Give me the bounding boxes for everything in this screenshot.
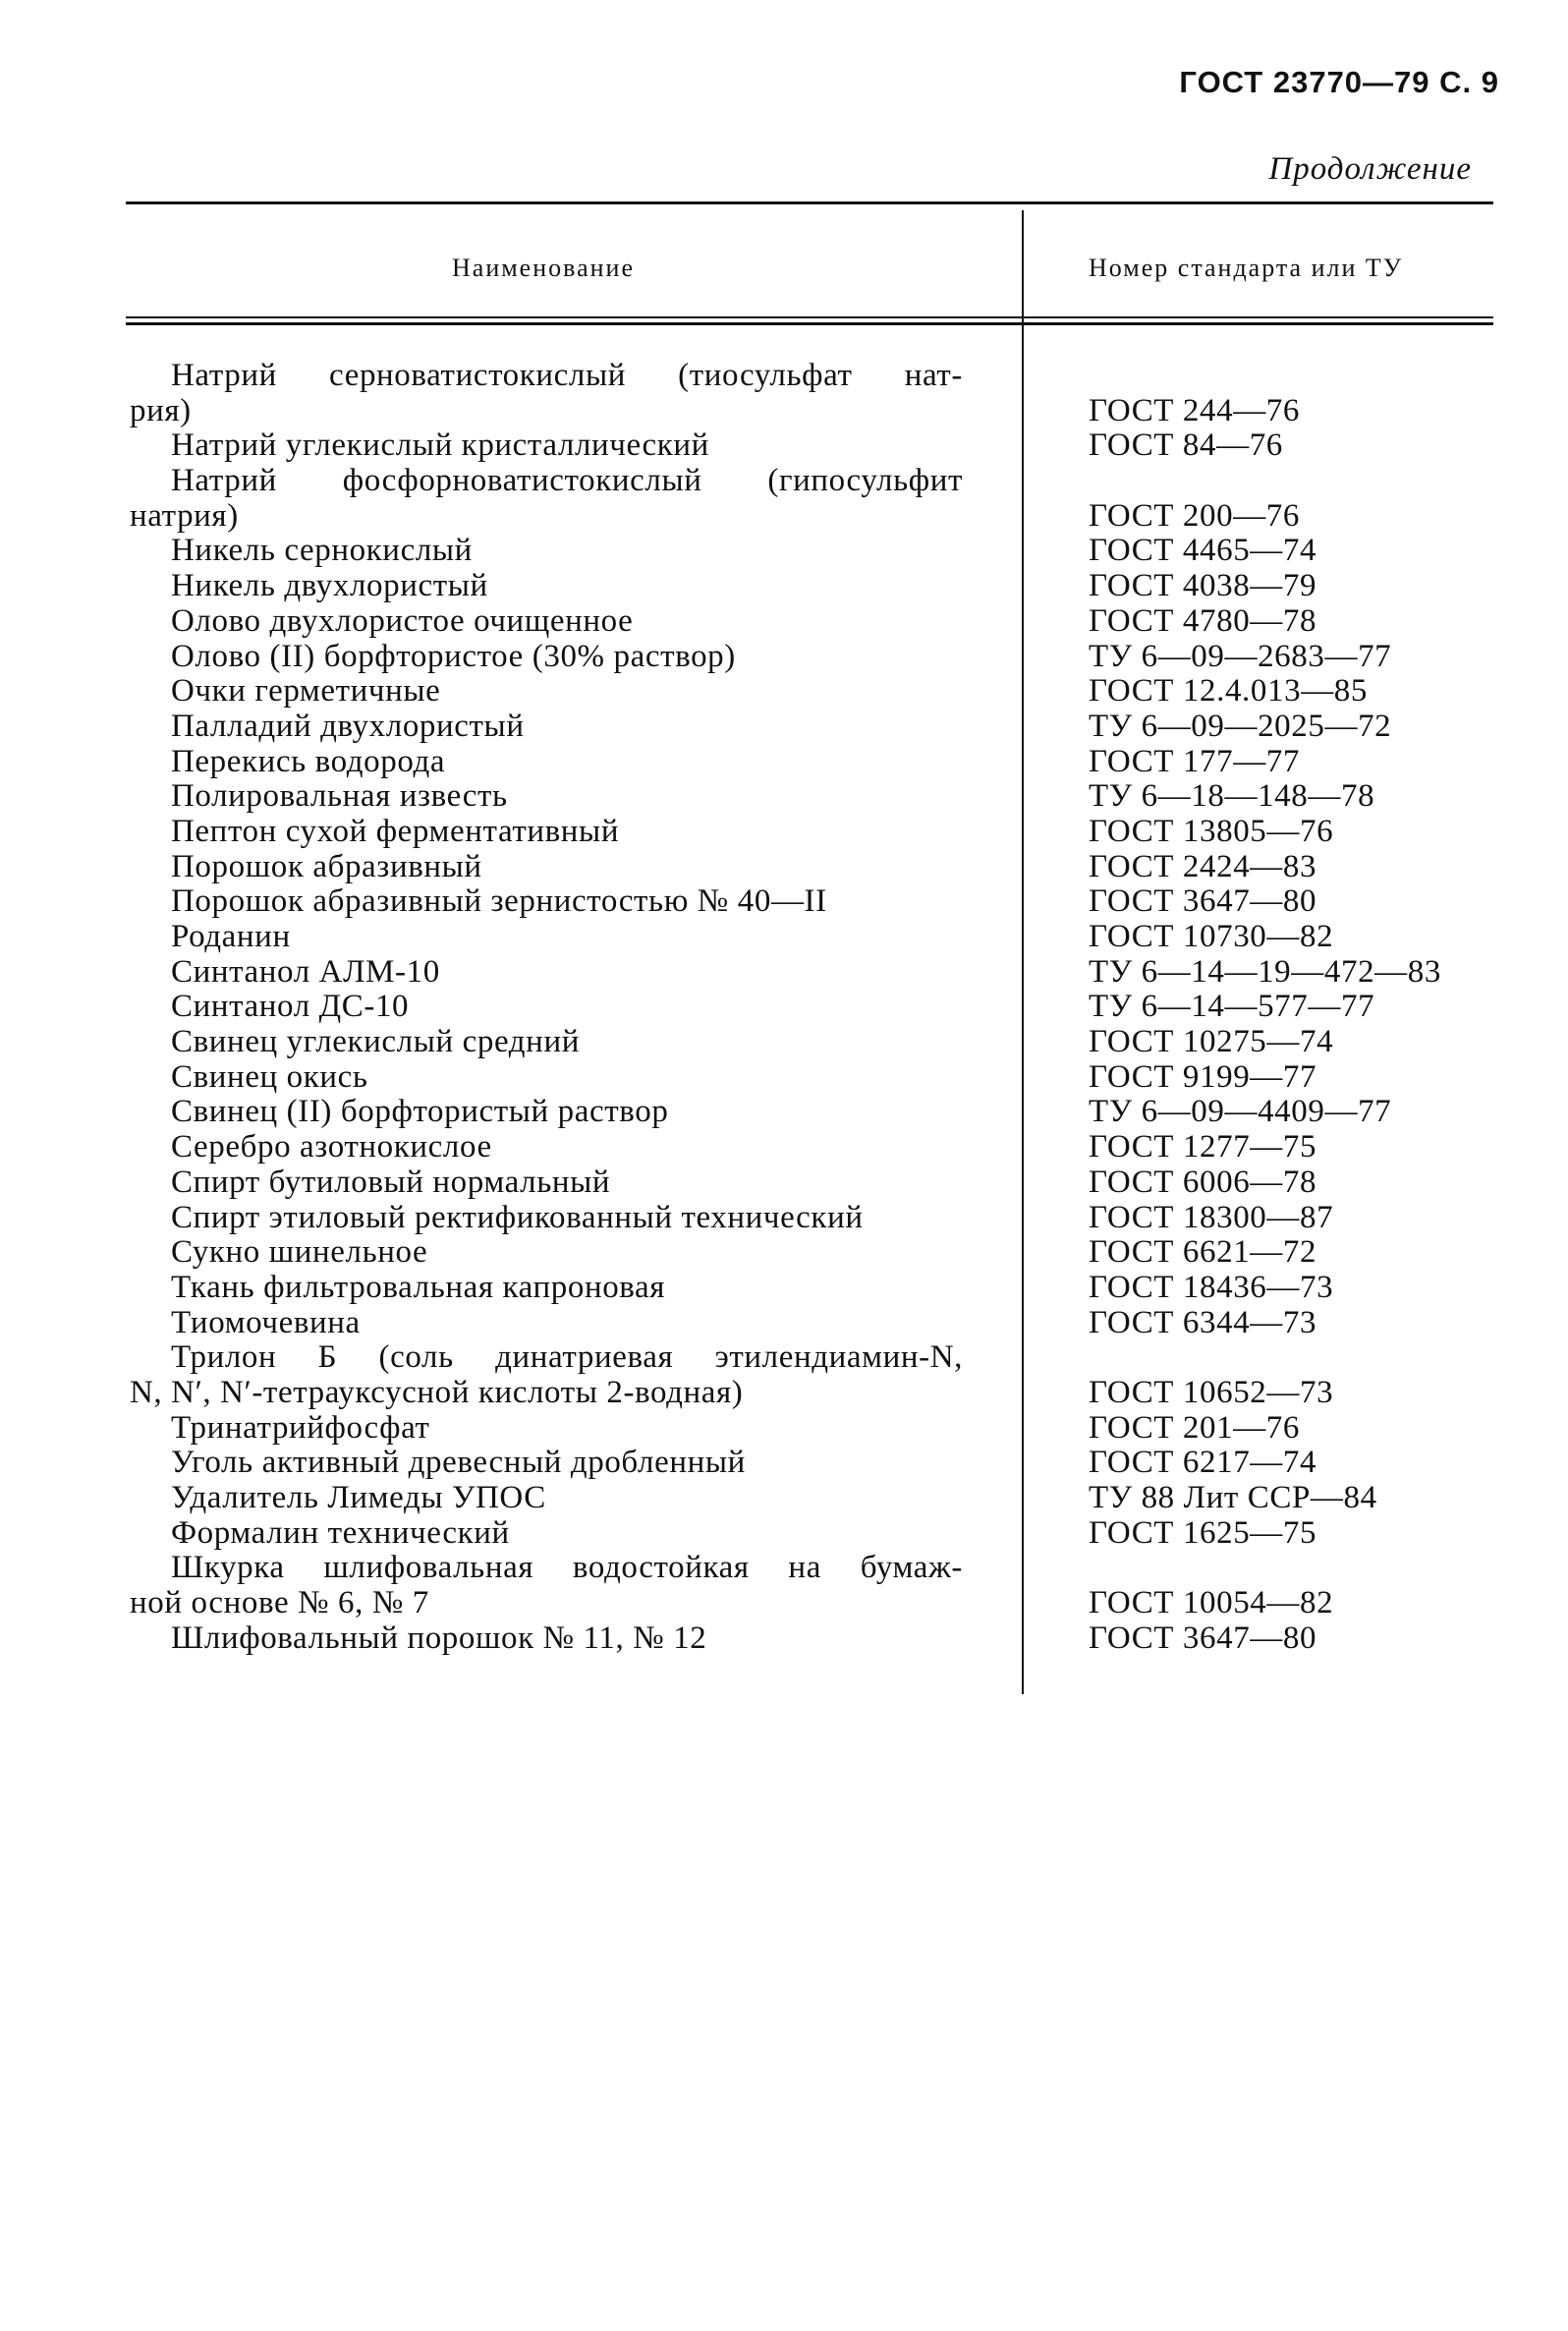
standard-number: ГОСТ 18300—87 [1089, 1199, 1334, 1235]
material-name-line: Никель сернокислый [171, 533, 473, 569]
material-name [130, 1411, 963, 1447]
material-name [130, 1446, 963, 1481]
table-row [0, 1621, 1568, 1657]
material-name [130, 1130, 963, 1166]
table-row [0, 815, 1568, 850]
table-row [0, 604, 1568, 640]
table-row [0, 1551, 1568, 1620]
standard-number: ГОСТ 13805—76 [1089, 813, 1334, 849]
standard-number: ГОСТ 4038—79 [1089, 568, 1317, 604]
table-row [0, 710, 1568, 745]
material-name [130, 1481, 963, 1516]
material-name-line: Полировальная известь [171, 778, 508, 815]
standard-number: ГОСТ 4780—78 [1089, 602, 1317, 639]
table-row [0, 1340, 1568, 1410]
material-name-line: Олово двухлористое очищенное [171, 602, 634, 639]
standard-number: ГОСТ 6344—73 [1089, 1304, 1317, 1340]
material-name-line: Формалин технический [171, 1514, 510, 1551]
table-row [0, 1060, 1568, 1096]
table-row [0, 1235, 1568, 1271]
material-name-line: Никель двухлористый [171, 568, 488, 604]
standard-number: ГОСТ 1625—75 [1089, 1514, 1317, 1551]
table-row [0, 920, 1568, 955]
material-name [130, 604, 963, 640]
standard-number: ГОСТ 244—76 [1089, 392, 1301, 428]
material-name-line: Шкурка шлифовальная водостойкая на бумаж- [171, 1550, 963, 1586]
table-row [0, 359, 1568, 428]
standard-number: ГОСТ 10275—74 [1089, 1024, 1334, 1060]
material-name [130, 1271, 963, 1306]
material-name [130, 990, 963, 1025]
table-row [0, 1166, 1568, 1201]
material-name [130, 1201, 963, 1236]
standard-number: ТУ 6—09—2025—72 [1089, 708, 1392, 744]
material-name [130, 1340, 963, 1410]
material-name [130, 464, 963, 534]
material-name-line: Свинец углекислый средний [171, 1024, 580, 1060]
material-name [130, 1060, 963, 1096]
material-name-line: Серебро азотнокислое [171, 1129, 492, 1166]
standard-number: ТУ 6—09—4409—77 [1089, 1094, 1392, 1130]
material-name [130, 428, 963, 464]
material-name-line: Удалитель Лимеды УПОС [171, 1480, 546, 1515]
table-row [0, 745, 1568, 780]
material-name [130, 1306, 963, 1341]
material-name [130, 640, 963, 675]
material-name-line: N, N′, N′-тетрауксусной кислоты 2-водная) [130, 1374, 744, 1410]
table-row [0, 1271, 1568, 1306]
standard-number: ГОСТ 6217—74 [1089, 1445, 1317, 1481]
table-row [0, 464, 1568, 534]
column-header-name: Наименование [452, 254, 635, 282]
standard-number: ГОСТ 6006—78 [1089, 1164, 1317, 1200]
table-row [0, 1411, 1568, 1447]
material-name [130, 1235, 963, 1271]
material-name-line: Синтанол ДС-10 [171, 989, 410, 1025]
standard-number: ТУ 6—14—577—77 [1089, 989, 1375, 1025]
table-row [0, 884, 1568, 920]
material-name-line: Натрий серноватистокислый (тиосульфат нат- [171, 358, 963, 393]
table-row [0, 1201, 1568, 1236]
material-name-line: Спирт этиловый ректификованный технический [171, 1199, 864, 1235]
material-name-line: Перекись водорода [171, 743, 446, 779]
table-row [0, 1306, 1568, 1341]
material-name [130, 710, 963, 745]
table-row [0, 1516, 1568, 1552]
page-header: ГОСТ 23770—79 С. 9 [1179, 65, 1499, 99]
table-row [0, 1481, 1568, 1516]
standard-number: ТУ 6—18—148—78 [1089, 778, 1375, 815]
standard-number: ГОСТ 2424—83 [1089, 848, 1317, 884]
standard-number: ГОСТ 3647—80 [1089, 883, 1317, 920]
standard-number: ГОСТ 84—76 [1089, 427, 1283, 464]
material-name-line: рия) [130, 392, 192, 428]
standard-number: ГОСТ 200—76 [1089, 497, 1301, 534]
material-name [130, 534, 963, 569]
table-body [0, 359, 1568, 1656]
material-name-line: Олово (II) борфтористое (30% раствор) [171, 638, 736, 674]
material-name-line: Натрий фосфорноватистокислый (гипосульфит [171, 463, 963, 499]
material-name-line: Сукно шинельное [171, 1234, 428, 1271]
material-name-line: Свинец (II) борфтористый раствор [171, 1094, 669, 1130]
material-name [130, 955, 963, 991]
material-name [130, 815, 963, 850]
standard-number: ГОСТ 1277—75 [1089, 1129, 1317, 1166]
standard-number: ГОСТ 177—77 [1089, 743, 1301, 779]
table-row [0, 534, 1568, 569]
table-row [0, 674, 1568, 710]
continuation-label: Продолжение [1268, 151, 1472, 187]
table-row [0, 779, 1568, 815]
table-row [0, 850, 1568, 885]
material-name [130, 779, 963, 815]
material-name-line: Очки герметичные [171, 673, 441, 710]
material-name-line: Палладий двухлористый [171, 708, 525, 744]
standard-number: ГОСТ 10730—82 [1089, 919, 1334, 954]
header-rule-lower [126, 322, 1493, 325]
table-row [0, 1130, 1568, 1166]
table-row [0, 955, 1568, 991]
table-row [0, 1025, 1568, 1060]
standard-number: ТУ 88 Лит ССР—84 [1089, 1480, 1377, 1515]
table-top-rule [126, 201, 1493, 204]
material-name [130, 920, 963, 955]
material-name [130, 1551, 963, 1620]
material-name-line: Спирт бутиловый нормальный [171, 1164, 611, 1200]
material-name [130, 745, 963, 780]
material-name-line: Порошок абразивный зернистостью № 40—II [171, 883, 827, 920]
table-row [0, 1095, 1568, 1130]
material-name [130, 1516, 963, 1552]
standard-number: ГОСТ 9199—77 [1089, 1058, 1317, 1095]
table-row [0, 990, 1568, 1025]
header-rule-upper [126, 316, 1493, 318]
material-name-line: натрия) [130, 497, 239, 534]
material-name-line: Тиомочевина [171, 1304, 361, 1340]
standard-number: ГОСТ 10652—73 [1089, 1374, 1334, 1410]
material-name-line: Уголь активный древесный дробленный [171, 1445, 746, 1481]
material-name-line: Свинец окись [171, 1058, 368, 1095]
material-name-line: Пептон сухой ферментативный [171, 813, 620, 849]
material-name-line: Тринатрийфосфат [171, 1409, 430, 1446]
standard-number: ГОСТ 6621—72 [1089, 1234, 1317, 1271]
material-name [130, 1166, 963, 1201]
standard-number: ТУ 6—09—2683—77 [1089, 638, 1392, 674]
material-name [130, 850, 963, 885]
table-row [0, 640, 1568, 675]
material-name-line: Трилон Б (соль динатриевая этилендиамин-N, [171, 1339, 963, 1376]
standard-number: ГОСТ 3647—80 [1089, 1620, 1317, 1656]
standard-number: ГОСТ 10054—82 [1089, 1585, 1334, 1621]
standard-number: ТУ 6—14—19—472—83 [1089, 953, 1441, 990]
material-name [130, 1095, 963, 1130]
material-name [130, 1621, 963, 1657]
standard-number: ГОСТ 18436—73 [1089, 1269, 1334, 1305]
material-name-line: Порошок абразивный [171, 848, 482, 884]
material-name [130, 1025, 963, 1060]
table-row [0, 428, 1568, 464]
material-name-line: ной основе № 6, № 7 [130, 1585, 429, 1621]
table-row [0, 569, 1568, 604]
material-name [130, 359, 963, 428]
material-name-line: Натрий углекислый кристаллический [171, 427, 709, 464]
standard-number: ГОСТ 12.4.013—85 [1089, 673, 1369, 710]
material-name [130, 884, 963, 920]
standard-number: ГОСТ 4465—74 [1089, 533, 1317, 569]
material-name-line: Ткань фильтровальная капроновая [171, 1269, 666, 1305]
material-name-line: Роданин [171, 919, 291, 954]
column-header-standard: Номер стандарта или ТУ [1089, 254, 1404, 282]
table-row [0, 1446, 1568, 1481]
material-name-line: Синтанол АЛМ-10 [171, 953, 440, 990]
material-name [130, 569, 963, 604]
material-name-line: Шлифовальный порошок № 11, № 12 [171, 1620, 707, 1656]
standard-number: ГОСТ 201—76 [1089, 1409, 1301, 1446]
material-name [130, 674, 963, 710]
